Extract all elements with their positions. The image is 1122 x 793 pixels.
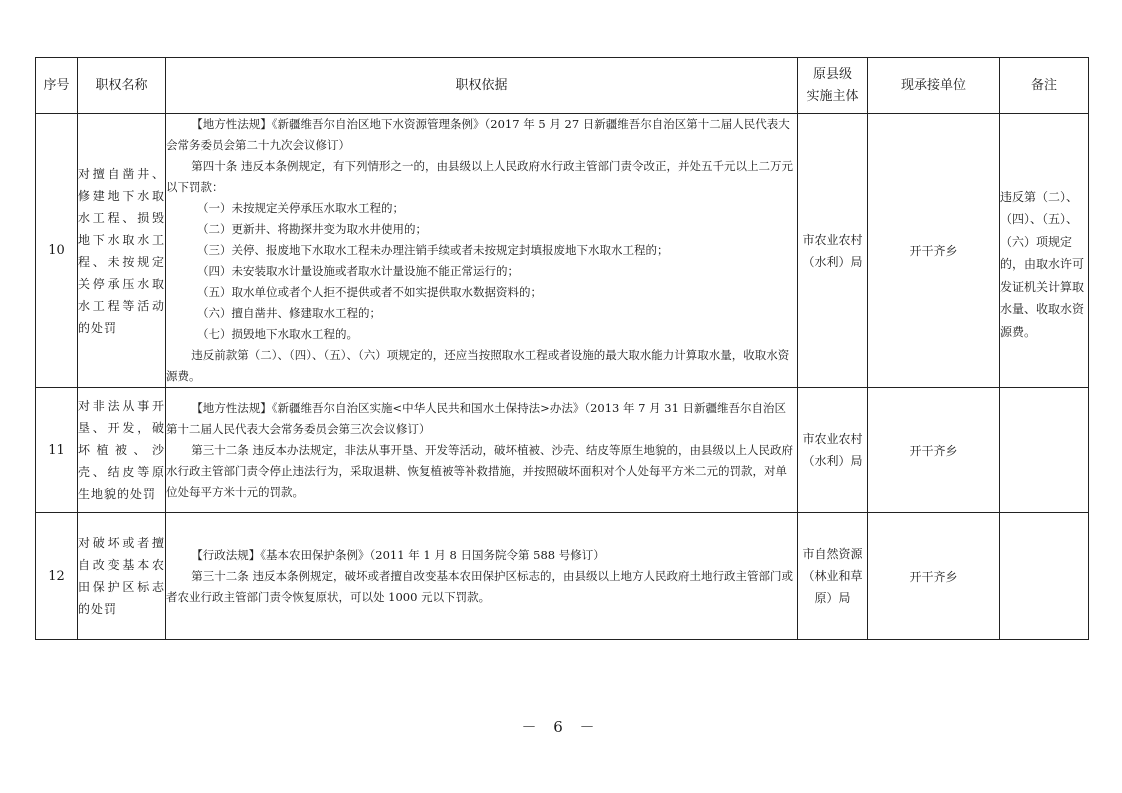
table-header-row <box>36 58 1089 114</box>
basis-item: （五）取水单位或者个人拒不提供或者不如实提供取水数据资料的； <box>197 285 543 299</box>
row-original-subject: 市农业农村（水利）局 <box>798 388 868 513</box>
header-basis: 职权依据 <box>166 58 798 114</box>
basis-paragraph: 违反前款第（二）、（四）、（五）、（六）项规定的，还应当按照取水工程或者设施的最大取水能力计算取水量，收取水资源费。 <box>166 348 790 383</box>
header-original-line2: 实施主体 <box>806 88 859 104</box>
header-original-subject <box>798 58 868 114</box>
row-authority-name: 对破坏或者擅自改变基本农田保护区标志的处罚 <box>78 513 166 640</box>
basis-paragraph: 【行政法规】《基本农田保护条例》（2011 年 1 月 8 日国务院令第 588 号修订） <box>191 547 605 562</box>
basis-item: （七）损毁地下水取水工程的。 <box>197 327 359 341</box>
basis-paragraph: 第四十条 违反本条例规定，有下列情形之一的，由县级以上人民政府水行政主管部门责令改正，并处五千元以上二万元以下罚款： <box>166 159 793 194</box>
basis-paragraph: 第三十二条 违反本条例规定，破坏或者擅自改变基本农田保护区标志的，由县级以上地方人民政府土地行政主管部门或者农业行政主管部门责令恢复原状，可以处 1000 元以下罚款。 <box>166 568 793 604</box>
basis-item: （一）未按规定关停承压水取水工程的； <box>197 201 405 215</box>
header-name: 职权名称 <box>78 58 166 114</box>
row-note <box>1000 114 1089 388</box>
basis-item: （二）更新井、将勘探井变为取水井使用的； <box>197 222 428 236</box>
row-original-subject: 市农业农村（水利）局 <box>798 114 868 388</box>
basis-paragraph: 【地方性法规】《新疆维吾尔自治区实施<中华人民共和国水土保持法>办法》（2013 年 7 月 31 日新疆维吾尔自治区第十二届人民代表大会常务委员会第三次会议修订） <box>166 400 787 436</box>
table-row <box>36 114 1089 388</box>
row-authority-name: 对擅自凿井、修建地下水取水工程、损毁地下水取水工程、未按规定关停承压水取水工程等活动的处罚 <box>78 114 166 388</box>
row-authority-name: 对非法从事开垦、开发，破坏植被、沙壳、结皮等原生地貌的处罚 <box>78 388 166 513</box>
row-authority-basis <box>166 388 798 513</box>
basis-item: （六）擅自凿井、修建取水工程的； <box>197 306 382 320</box>
table-row <box>36 513 1089 640</box>
page-number: － 6 － <box>521 718 601 736</box>
row-note-text: 违反第（二）、（四）、（五）、（六）项规定的，由取水许可发证机关计算取水量、收取水资源费。 <box>1000 189 1085 339</box>
row-seq: 10 <box>36 114 78 388</box>
row-note <box>1000 388 1089 513</box>
row-authority-basis <box>166 114 798 388</box>
row-seq: 12 <box>36 513 78 640</box>
row-original-subject: 市自然资源（林业和草原）局 <box>798 513 868 640</box>
row-seq: 11 <box>36 388 78 513</box>
header-original-line1: 原县级 <box>812 66 852 82</box>
row-current-unit: 开干齐乡 <box>868 388 1000 513</box>
row-current-unit: 开干齐乡 <box>868 114 1000 388</box>
row-current-unit: 开干齐乡 <box>868 513 1000 640</box>
row-note <box>1000 513 1089 640</box>
basis-paragraph: 第三十二条 违反本办法规定，非法从事开垦、开发等活动，破坏植被、沙壳、结皮等原生地貌的，由县级以上人民政府水行政主管部门责令停止违法行为，采取退耕、恢复植被等补救措施，并按照破坏面积对个人处每平方米二元的罚款，对单位处每平方米十元的罚款。 <box>166 442 793 499</box>
row-authority-basis <box>166 513 798 640</box>
table-row <box>36 388 1089 513</box>
authority-table <box>35 57 1089 640</box>
header-seq: 序号 <box>36 58 78 114</box>
header-current-unit: 现承接单位 <box>868 58 1000 114</box>
basis-paragraph: 【地方性法规】《新疆维吾尔自治区地下水资源管理条例》（2017 年 5 月 27 日新疆维吾尔自治区第十二届人民代表大会常务委员会第二十九次会议修订） <box>166 117 790 152</box>
basis-item: （三）关停、报废地下水取水工程未办理注销手续或者未按规定封填报废地下水取水工程的； <box>197 243 669 257</box>
basis-item: （四）未安装取水计量设施或者取水计量设施不能正常运行的； <box>197 264 520 278</box>
header-note: 备注 <box>1000 58 1089 114</box>
